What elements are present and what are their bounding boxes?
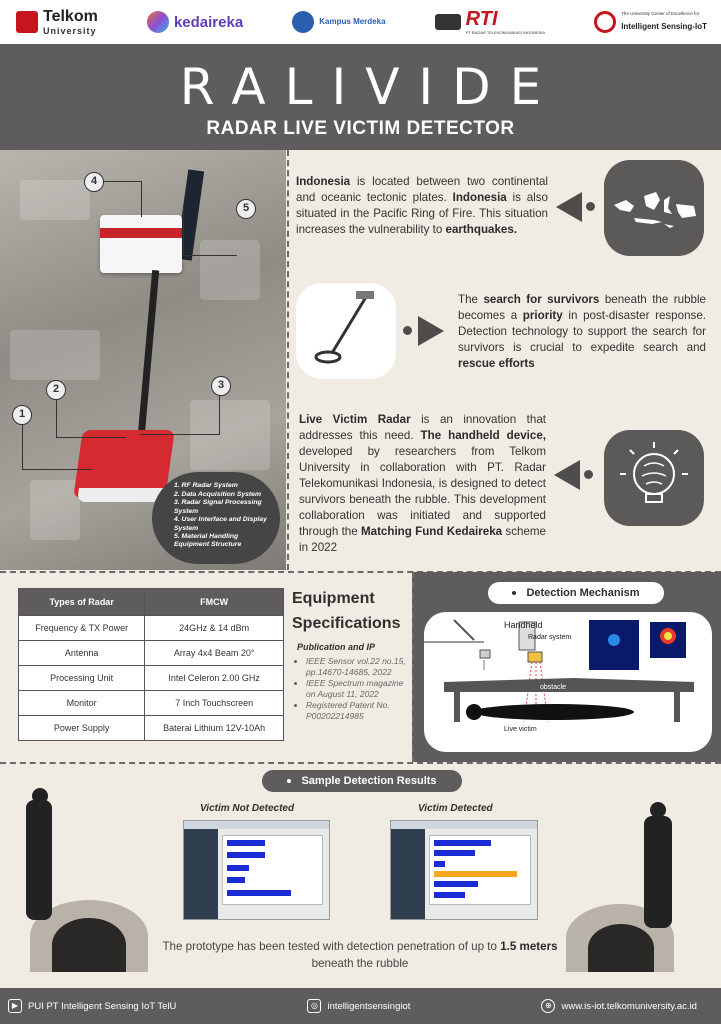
rubble-shape — [10, 330, 100, 380]
chart-bar — [227, 877, 245, 883]
rti-logo — [435, 9, 545, 35]
arrow-dot — [403, 326, 412, 335]
table-row — [19, 691, 284, 716]
arrow-dot — [584, 470, 593, 479]
indonesia-map-icon — [604, 160, 704, 256]
label-handheld: Handheld — [504, 620, 543, 630]
bullet-icon — [512, 591, 516, 595]
list-item: • Registered Patent No. P00202214985 — [306, 700, 413, 721]
chart-bar — [434, 881, 478, 887]
researcher-head — [650, 802, 666, 818]
footer-org: ▶ PUI PT Intelligent Sensing IoT TelU — [8, 999, 176, 1013]
table-cell: 24GHz & 14 dBm — [145, 616, 284, 641]
page-footer — [0, 988, 721, 1024]
telkom-icon — [16, 11, 38, 33]
label-not-detected: Victim Not Detected — [200, 803, 295, 814]
info-paragraph-search: The search for survivors beneath the rubble becomes a priority in post-disaster response. Detection technology to support the search for survivors is crucial to expedite search and rescue efforts — [458, 293, 707, 370]
instagram-icon: ◎ — [307, 999, 321, 1013]
chart-bar — [227, 865, 249, 871]
chart-bar — [434, 861, 445, 867]
telkom-university-logo — [16, 8, 98, 36]
screen-detected — [390, 820, 538, 920]
legend-item: 4. User Interface and Display System — [174, 516, 267, 532]
chart-bar — [434, 892, 465, 898]
arrow-dot — [586, 202, 595, 211]
table-header-cell: FMCW — [145, 589, 284, 616]
section-divider — [0, 762, 721, 764]
footer-website[interactable]: ⊕ www.is-iot.telkomuniversity.ac.id — [541, 999, 697, 1013]
table-cell: Array 4x4 Beam 20° — [145, 641, 284, 666]
table-row — [19, 666, 284, 691]
screen-sidebar — [184, 829, 218, 919]
rti-icon — [435, 14, 461, 30]
label-live-victim: Live victim — [504, 726, 537, 733]
rti-name: RTI — [465, 8, 498, 30]
footer-social[interactable]: ◎ intelligentsensingiot — [307, 999, 410, 1013]
table-cell: Processing Unit — [19, 666, 145, 691]
screen-sidebar — [391, 829, 425, 919]
telkom-name: Telkom — [43, 8, 98, 25]
legend-item: 1. RF Radar System — [174, 482, 238, 489]
callout-5: 5 — [236, 199, 256, 219]
component-legend — [152, 472, 280, 564]
page-header — [0, 44, 721, 150]
chart-bar — [434, 850, 475, 856]
coe-sub: The University Center of Excellence for — [621, 10, 700, 16]
kedaireka-logo — [147, 11, 243, 33]
logo-bar — [0, 0, 721, 44]
device-display-unit — [100, 215, 182, 273]
table-cell: Monitor — [19, 691, 145, 716]
screen-not-detected — [183, 820, 330, 920]
callout-line-4 — [102, 181, 142, 217]
legend-item: 2. Data Acquisition System — [174, 490, 261, 498]
youtube-icon: ▶ — [8, 999, 22, 1013]
list-item: • IEEE Spectrum magazine on August 11, 2022 — [306, 678, 413, 699]
callout-line-3 — [140, 395, 220, 435]
page-subtitle: RADAR LIVE VICTIM DETECTOR — [206, 118, 515, 139]
rubble-tunnel-opening — [588, 924, 654, 972]
publication-list — [301, 656, 413, 722]
kampus-merdeka-name: Kampus Merdeka — [319, 17, 386, 26]
arrow-right-icon — [418, 316, 444, 346]
arrow-left-icon — [554, 460, 580, 490]
info-paragraph-innovation: Live Victim Radar is an innovation that addresses this need. The handheld device, developed by researchers from Telkom University in collaboration with PT. Radar Telekomunikasi Indonesia, is designed to detect survivors beneath the rubble. This development collaboration was initiated and supported through the Matching Fund Kedaireka scheme in 2022 — [299, 413, 546, 554]
list-item: • IEEE Sensor vol.22 no.15, pp.14670-14685, 2022 — [306, 656, 413, 677]
rubble-shape — [20, 180, 90, 220]
section-divider — [412, 572, 414, 762]
chart-bar — [434, 871, 517, 877]
table-row — [19, 716, 284, 741]
table-header-cell: Types of Radar — [19, 589, 145, 616]
table-cell: Power Supply — [19, 716, 145, 741]
label-radar-system: Radar system — [528, 634, 572, 641]
callout-3: 3 — [211, 376, 231, 396]
callout-2: 2 — [46, 380, 66, 400]
detection-chart-detected — [429, 835, 531, 905]
rubble-tunnel-opening — [52, 918, 126, 972]
arrow-left-icon — [556, 192, 582, 222]
callout-line-5 — [183, 208, 237, 256]
kampus-merdeka-icon — [292, 11, 314, 33]
page-title: RALIVIDE — [179, 58, 561, 116]
mechanism-title: Detection Mechanism — [488, 582, 664, 604]
screen-titlebar — [184, 821, 329, 829]
spec-heading-line: Equipment — [292, 590, 375, 607]
detection-chart-not-detected — [222, 835, 323, 905]
table-row — [19, 616, 284, 641]
publication-heading: Publication and IP — [297, 642, 376, 652]
table-cell: Baterai Lithium 12V-10Ah — [145, 716, 284, 741]
mechanism-diagram — [424, 612, 712, 752]
spec-heading-line: Specifications — [292, 615, 401, 632]
kedaireka-name: kedaireka — [173, 13, 244, 31]
results-caption: The prototype has been tested with detection penetration of up to 1.5 meters beneath the rubble — [162, 940, 558, 970]
callout-1: 1 — [12, 405, 32, 425]
table-header-row — [19, 589, 284, 616]
globe-icon: ⊕ — [541, 999, 555, 1013]
table-cell: Intel Celeron 2.00 GHz — [145, 666, 284, 691]
kampus-merdeka-logo — [292, 11, 385, 33]
chart-bar — [227, 890, 291, 896]
kedaireka-icon — [147, 11, 169, 33]
brain-bulb-icon — [604, 430, 704, 526]
spec-table — [18, 588, 284, 741]
table-cell: Frequency & TX Power — [19, 616, 145, 641]
indonesia-map-icon-svg — [604, 160, 704, 256]
chart-bar — [227, 852, 265, 858]
section-divider — [287, 150, 289, 570]
table-row — [19, 641, 284, 666]
coe-icon — [594, 11, 616, 33]
callout-line-1 — [22, 422, 92, 470]
info-paragraph-earthquake: Indonesia is located between two continental and oceanic tectonic plates. Indonesia is also situated in the Pacific Ring of Fire. This situation increases the vulnerability to earthquakes. — [296, 175, 548, 236]
results-title: Sample Detection Results — [262, 770, 462, 792]
chart-bar — [227, 840, 265, 846]
metal-detector-icon — [296, 283, 396, 379]
bullet-icon — [287, 779, 291, 783]
coe-logo — [594, 11, 707, 34]
mechanism-illustration — [424, 612, 712, 752]
chart-bar — [434, 840, 491, 846]
legend-item: 5. Material Handling Equipment Structure — [174, 533, 242, 549]
researcher-figure — [644, 816, 672, 928]
callout-4: 4 — [84, 172, 104, 192]
rti-sub: PT RADAR TELEKOMUNIKASI INDONESIA — [465, 30, 546, 35]
metal-detector-icon-svg — [296, 283, 396, 379]
telkom-sub: University — [43, 26, 97, 36]
label-obstacle: obstacle — [540, 684, 567, 691]
brain-bulb-icon-svg — [604, 430, 704, 526]
screen-titlebar — [391, 821, 537, 829]
researcher-figure — [26, 800, 52, 920]
rubble-shape — [30, 480, 80, 540]
spec-heading — [292, 586, 400, 636]
label-detected: Victim Detected — [418, 803, 493, 814]
coe-name: Intelligent Sensing-IoT — [621, 21, 707, 31]
table-cell: Antenna — [19, 641, 145, 666]
researcher-head — [32, 788, 48, 804]
table-cell: 7 Inch Touchscreen — [145, 691, 284, 716]
device-head-stripe — [100, 228, 182, 238]
legend-item: 3. Radar Signal Processing System — [174, 499, 262, 515]
